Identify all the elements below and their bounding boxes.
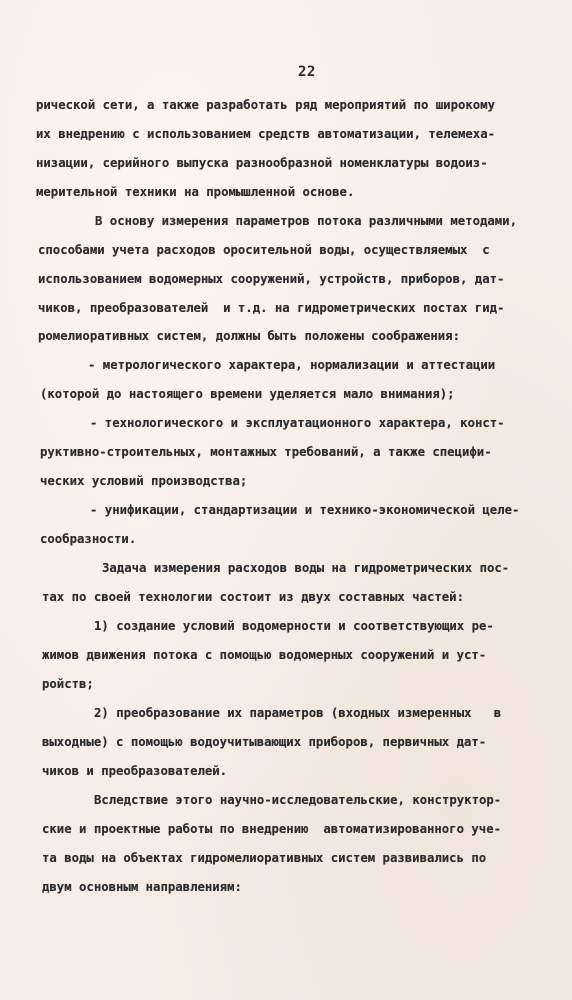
text-line: сообразности. — [40, 532, 137, 546]
text-line: В основу измерения параметров потока различными методами, — [95, 214, 517, 228]
text-line: мерительной техники на промышленной основе. — [36, 185, 355, 199]
text-line: ские и проектные работы по внедрению автоматизированного уче- — [42, 822, 502, 836]
text-line: - унификации, стандартизации и технико-экономической целе- — [90, 503, 520, 517]
text-line: та воды на объектах гидромелиоративных систем развивались по — [42, 851, 487, 865]
text-line: 2) преобразование их параметров (входных измеренных в — [94, 706, 502, 720]
text-line: Вследствие этого научно-исследовательские, конструктор- — [94, 793, 502, 807]
text-line: способами учета расходов оросительной воды, осуществляемых с — [38, 243, 490, 257]
page-number: 22 — [298, 64, 316, 80]
text-line: рической сети, а также разработать ряд мероприятий по широкому — [36, 98, 496, 112]
text-line: выходные) с помощью водоучитывающих приборов, первичных дат- — [42, 735, 487, 749]
text-line: ройств; — [42, 677, 94, 691]
text-line: двум основным направлениям: — [42, 880, 242, 894]
text-line: низации, серийного выпуска разнообразной номенклатуры водоиз- — [36, 156, 488, 170]
text-line: чиков и преобразователей. — [42, 764, 228, 778]
text-line: ческих условий производства; — [40, 474, 248, 488]
text-line: тах по своей технологии состоит из двух составных частей: — [42, 590, 464, 604]
text-line: (которой до настоящего времени уделяется мало внимания); — [40, 387, 455, 401]
text-line: - технологического и эксплуатационного характера, конст- — [90, 416, 505, 430]
text-line: Задача измерения расходов воды на гидрометрических пос- — [102, 561, 510, 575]
text-line: жимов движения потока с помощью водомерных сооружений и уст- — [42, 648, 487, 662]
text-line: чиков, преобразователей и т.д. на гидрометрических постах гид- — [38, 301, 505, 315]
text-line: руктивно-строительных, монтажных требований, а также специфи- — [40, 445, 492, 459]
text-line: - метрологического характера, нормализации и аттестации — [88, 358, 496, 372]
text-line: использованием водомерных сооружений, устройств, приборов, дат- — [38, 272, 505, 286]
text-line: ромелиоративных систем, должны быть положены соображения: — [38, 329, 460, 343]
text-line: 1) создание условий водомерности и соответствующих ре- — [94, 619, 494, 633]
text-line: их внедрению с использованием средств автоматизации, телемеха- — [36, 127, 496, 141]
